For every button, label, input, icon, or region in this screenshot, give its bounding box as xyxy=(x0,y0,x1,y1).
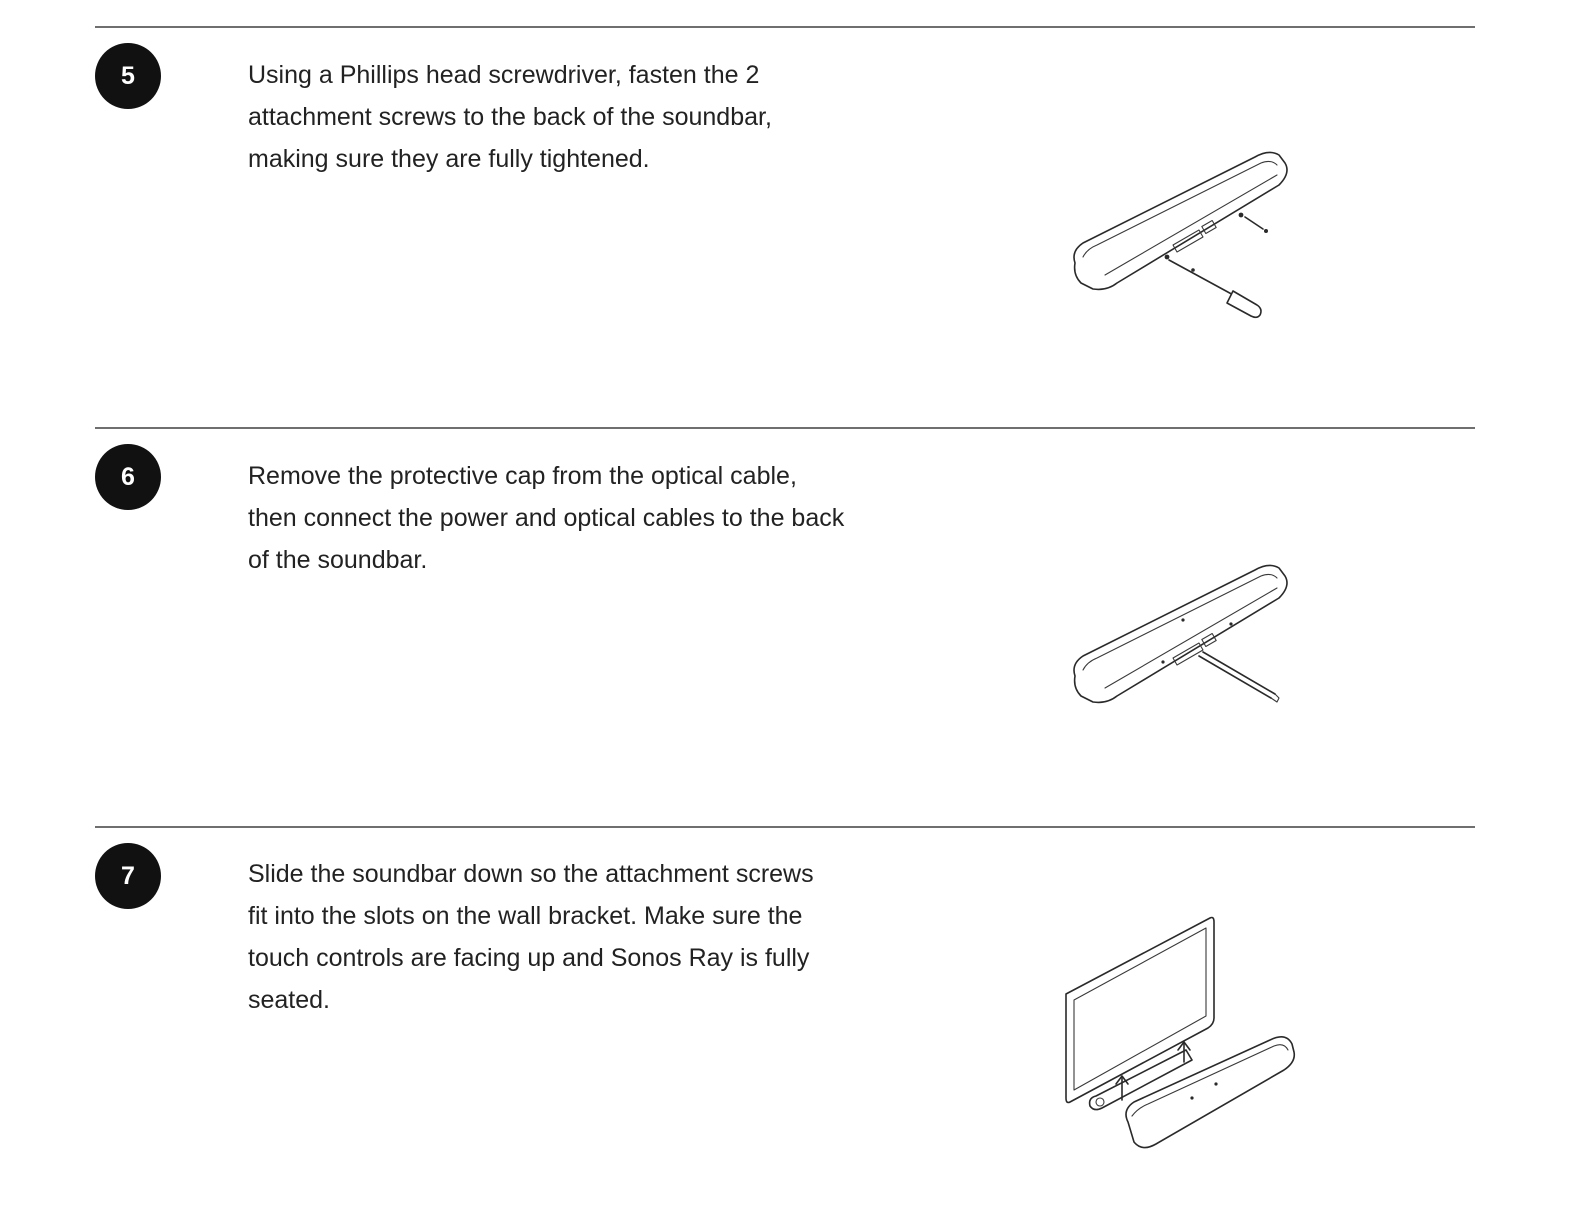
soundbar-wall-bracket-illustration xyxy=(1060,912,1305,1157)
step-number-badge: 5 xyxy=(95,43,161,109)
step-divider xyxy=(95,26,1475,28)
step-number-badge: 7 xyxy=(95,843,161,909)
step-divider xyxy=(95,826,1475,828)
step-instruction-text: Using a Phillips head screwdriver, fasten the 2 attachment screws to the back of the soundbar, making sure they are fully tightened. xyxy=(248,61,772,173)
step-number-badge: 6 xyxy=(95,444,161,510)
step-instruction-text: Slide the soundbar down so the attachment screws fit into the slots on the wall bracket. Make sure the touch controls are facing up and Sonos Ray is fully seated. xyxy=(248,860,814,1014)
soundbar-screwdriver-illustration xyxy=(1065,145,1305,325)
step-divider xyxy=(95,427,1475,429)
soundbar-cable-illustration xyxy=(1065,558,1305,718)
step-instruction-text: Remove the protective cap from the optical cable, then connect the power and optical cables to the back of the soundbar. xyxy=(248,462,845,574)
